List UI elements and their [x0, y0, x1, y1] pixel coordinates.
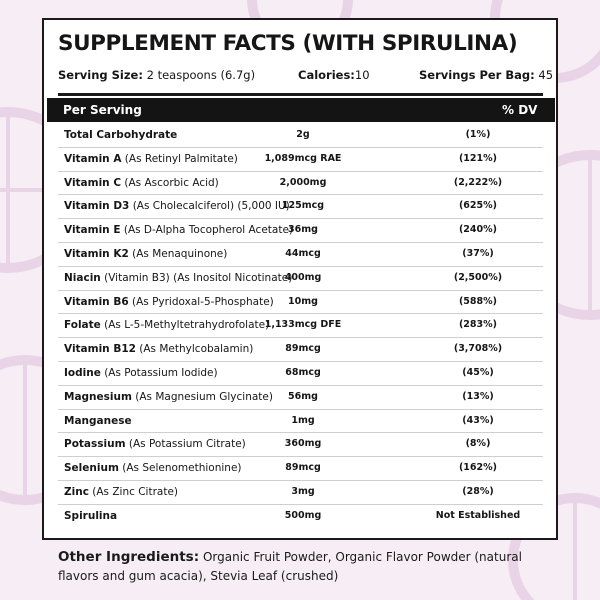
nutrient-detail: (As Methylcobalamin)	[139, 343, 254, 356]
servings-per-bag-label: Servings Per Bag:	[419, 68, 535, 82]
nutrient-name: Vitamin A	[64, 152, 122, 165]
nutrient-amount: 36mg	[288, 224, 318, 236]
nutrient-name: Manganese	[64, 414, 132, 427]
nutrient-name: Vitamin D3	[64, 200, 130, 213]
servings-per-bag-value: 45	[538, 68, 554, 82]
serving-size	[58, 68, 255, 82]
nutrient-name: Vitamin K2	[64, 247, 129, 260]
nutrient-detail: (As Zinc Citrate)	[92, 485, 179, 498]
nutrient-amount: 89mcg	[285, 343, 321, 355]
nutrient-dv: Not Established	[435, 509, 521, 521]
nutrient-detail: (As Pyridoxal-5-Phosphate)	[131, 295, 274, 308]
nutrient-dv: (2,500%)	[453, 271, 503, 283]
nutrient-dv: (3,708%)	[453, 343, 503, 355]
nutrient-amount: 10mg	[288, 295, 318, 307]
table-row	[58, 148, 543, 172]
nutrient-name: Selenium	[64, 462, 119, 475]
nutrient-dv: (588%)	[458, 295, 498, 307]
nutrient-dv: (43%)	[462, 414, 494, 426]
nutrient-dv: (8%)	[465, 438, 491, 450]
nutrient-name: Zinc	[64, 485, 89, 498]
nutrient-amount: 68mcg	[285, 366, 321, 378]
divider-rule	[58, 93, 543, 96]
nutrient-detail: (As Potassium Citrate)	[128, 438, 246, 451]
nutrient-dv: (162%)	[458, 462, 498, 474]
supplement-facts-panel	[42, 18, 558, 540]
nutrient-dv: (283%)	[458, 319, 498, 331]
nutrient-name: Spirulina	[64, 509, 118, 522]
table-row	[58, 172, 543, 196]
nutrient-name: Total Carbohydrate	[64, 129, 178, 141]
nutrient-detail: (As Retinyl Palmitate)	[124, 152, 238, 165]
table-row	[58, 124, 543, 148]
nutrient-amount: 1mg	[291, 414, 315, 426]
nutrient-detail: (As D-Alpha Tocopherol Acetate)	[123, 224, 294, 237]
nutrient-amount: 1,089mcg RAE	[264, 152, 342, 164]
calories-label: Calories:	[298, 68, 355, 82]
nutrient-amount: 125mcg	[281, 200, 325, 212]
table-row	[58, 505, 543, 529]
nutrient-name: Folate	[64, 319, 101, 332]
calories-value: 10	[354, 68, 370, 82]
table-row	[58, 433, 543, 457]
header-dv: % DV	[502, 103, 538, 117]
nutrient-detail: (As Cholecalciferol) (5,000 IU)	[132, 200, 290, 213]
nutrient-detail: (As Menaquinone)	[132, 247, 228, 260]
nutrient-name: Iodine	[64, 366, 101, 379]
nutrient-dv: (13%)	[462, 390, 494, 402]
table-row	[58, 195, 543, 219]
nutrient-name: Magnesium	[64, 390, 132, 403]
nutrient-amount: 3mg	[291, 485, 315, 497]
nutrient-name: Niacin	[64, 271, 101, 284]
panel-title: SUPPLEMENT FACTS (WITH SPIRULINA)	[58, 31, 518, 56]
nutrient-dv: (240%)	[458, 224, 498, 236]
nutrient-name: Potassium	[64, 438, 126, 451]
nutrient-amount: 44mcg	[285, 247, 321, 259]
nutrient-amount: 56mg	[288, 390, 318, 402]
servings-per-bag	[419, 68, 553, 82]
nutrient-amount: 2,000mg	[279, 176, 327, 188]
nutrient-amount: 500mg	[284, 509, 322, 521]
nutrient-dv: (28%)	[462, 485, 494, 497]
table-row	[58, 243, 543, 267]
nutrient-name: Vitamin B6	[64, 295, 129, 308]
nutrient-dv: (625%)	[458, 200, 498, 212]
nutrient-detail: (As Selenomethionine)	[122, 462, 242, 475]
nutrient-dv: (2,222%)	[453, 176, 503, 188]
nutrient-amount: 2g	[296, 129, 310, 140]
calories	[298, 68, 370, 82]
nutrient-dv: (1%)	[465, 129, 491, 140]
serving-size-label: Serving Size:	[58, 68, 143, 82]
table-row	[58, 362, 543, 386]
nutrient-detail: (As Potassium Iodide)	[104, 366, 218, 379]
nutrient-dv: (45%)	[462, 366, 494, 378]
table-row	[58, 386, 543, 410]
other-ingredients-label: Other Ingredients:	[58, 549, 200, 565]
table-row	[58, 410, 543, 434]
nutrient-dv: (121%)	[458, 152, 498, 164]
table-header	[47, 98, 555, 122]
table-row	[58, 291, 543, 315]
other-ingredients	[58, 548, 558, 586]
header-per-serving: Per Serving	[63, 103, 142, 117]
nutrient-detail: (Vitamin B3) (As Inositol Nicotinate)	[104, 271, 293, 284]
table-row	[58, 481, 543, 505]
nutrient-amount: 89mcg	[285, 462, 321, 474]
nutrient-detail: (As Magnesium Glycinate)	[135, 390, 273, 403]
nutrient-amount: 1,133mcg DFE	[264, 319, 342, 331]
table-row	[58, 267, 543, 291]
nutrient-detail: (As Ascorbic Acid)	[124, 176, 219, 189]
nutrient-name: Vitamin E	[64, 224, 121, 237]
table-row	[58, 314, 543, 338]
nutrient-name: Vitamin C	[64, 176, 122, 189]
nutrient-dv: (37%)	[462, 247, 494, 259]
nutrient-amount: 400mg	[284, 271, 322, 283]
nutrient-name: Vitamin B12	[64, 343, 136, 356]
nutrient-detail: (As L-5-Methyltetrahydrofolate)	[104, 319, 270, 332]
serving-size-value: 2 teaspoons (6.7g)	[146, 68, 256, 82]
table-row	[58, 457, 543, 481]
nutrient-amount: 360mg	[284, 438, 322, 450]
other-ingredients-text: Organic Fruit Powder, Organic Flavor Powder (natural flavors and gum acacia), Stevia Leaf (crushed)	[58, 550, 522, 583]
nutrient-table	[58, 124, 543, 529]
table-row	[58, 338, 543, 362]
table-row	[58, 219, 543, 243]
